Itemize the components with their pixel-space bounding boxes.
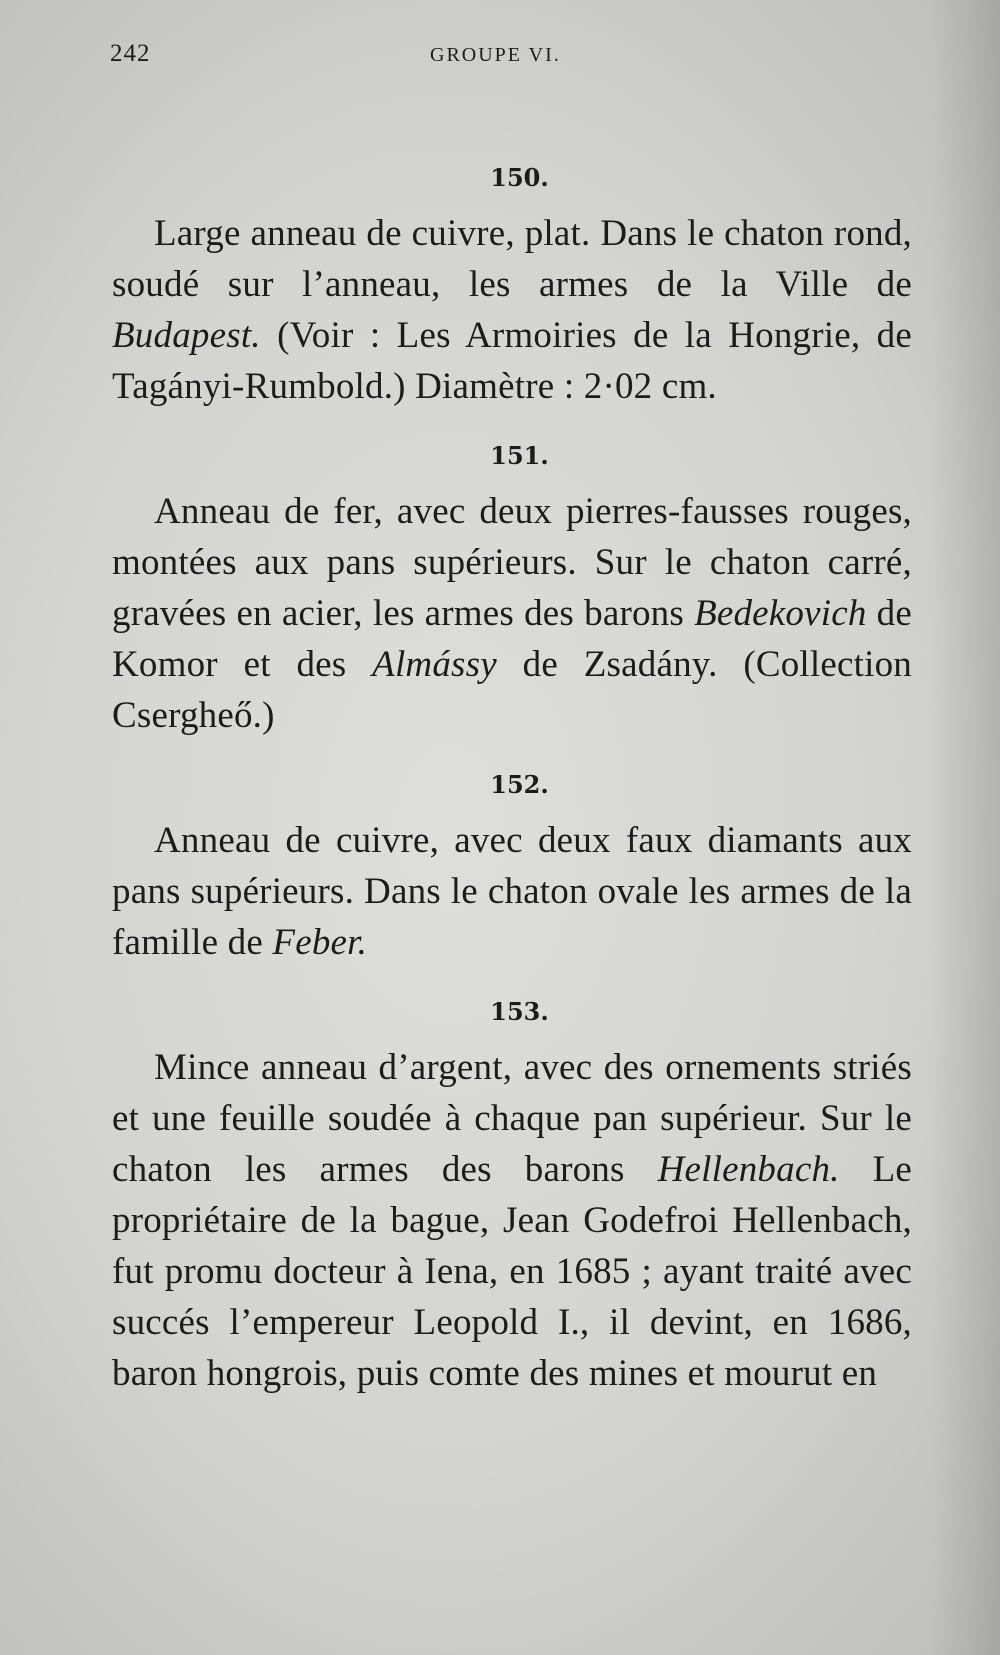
running-title: GROUPE VI. [430,44,561,66]
italic-name: Hellenbach. [657,1149,840,1190]
italic-name: Budapest. [112,315,261,356]
text-run: Large anneau de cuivre, plat. Dans le chaton rond, soudé sur l’anneau, les armes de la Ville de [112,213,912,305]
text-run: de Zsadány. (Collection Csergheő.) [112,644,912,736]
text-run: Anneau de fer, avec deux pierres-fausses rouges, montées aux pans supérieurs. Sur le chaton carré, gravées en acier, les armes des barons [112,491,912,634]
page-number: 242 [110,40,151,67]
entry-description [112,1042,912,1399]
italic-name: Feber. [272,922,368,963]
text-run: de Komor et des [112,593,912,685]
entry-number: 150. [490,163,549,192]
text-run: (Voir : Les Armoiries de la Hongrie, de Tagányi-Rumbold.) Diamètre : 2·02 cm. [112,315,912,407]
text-run: Anneau de cuivre, avec deux faux diamants aux pans supérieurs. Dans le chaton ovale les armes de la famille de [112,820,912,963]
catalogue-entry [112,158,912,412]
catalogue-entry [112,765,912,968]
italic-name: Bedekovich [694,593,867,634]
italic-name: Almássy [372,644,497,685]
entry-description [112,486,912,741]
catalogue-entry [112,992,912,1399]
catalogue-entry [112,436,912,741]
text-run: Mince anneau d’argent, avec des ornements striés et une feuille soudée à chaque pan supérieur. Sur le chaton les armes des barons [112,1047,912,1190]
running-head [110,40,910,76]
catalogue-entries [112,158,912,1423]
entry-description [112,208,912,412]
entry-number: 152. [490,770,549,799]
entry-description [112,815,912,968]
entry-number: 153. [490,997,549,1026]
text-run: Le propriétaire de la bague, Jean Godefroi Hellenbach, fut promu docteur à Iena, en 1685 ; ayant traité avec succés l’empereur Leopold I., il devint, en 1686, baron hongrois, puis comte des mines et mourut en [112,1149,913,1394]
entry-number: 151. [490,441,549,470]
